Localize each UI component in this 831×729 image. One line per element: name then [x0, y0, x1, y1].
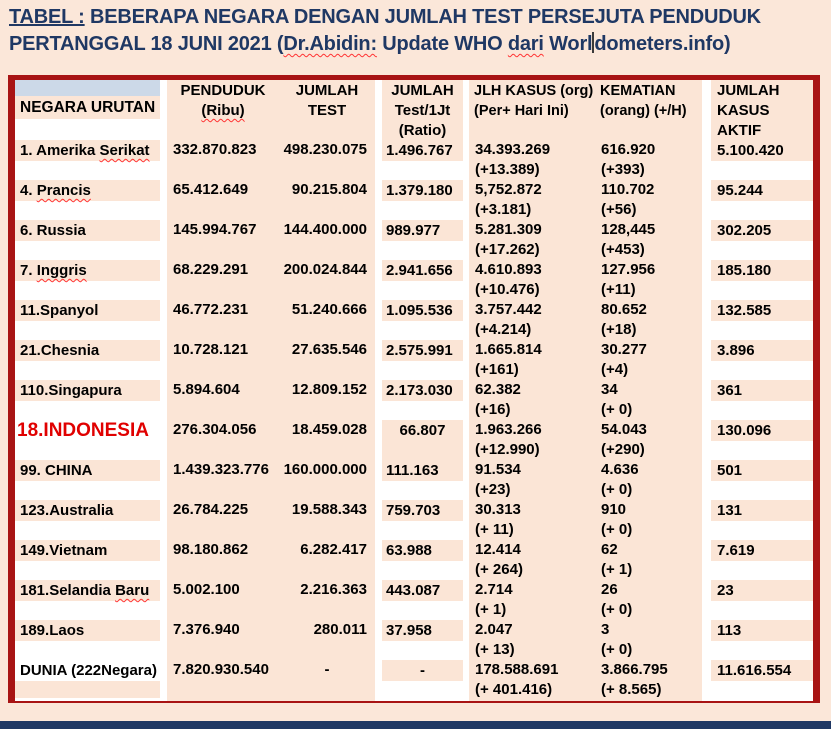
deaths-daily-delta: (+ 0)	[601, 401, 633, 418]
cases-daily-delta: (+3.181)	[475, 201, 532, 218]
cases-daily-delta: (+23)	[475, 481, 511, 498]
total-tests-cell: 51.240.666	[279, 300, 375, 340]
column-gap	[160, 140, 167, 180]
tests-per-million-cell: 66.807	[382, 420, 463, 460]
column-gap	[375, 500, 382, 540]
column-gap	[160, 660, 167, 701]
table-row	[15, 220, 813, 260]
tests-per-million-cell: 1.496.767	[382, 140, 463, 180]
column-gap	[160, 380, 167, 420]
cases-value: 1.665.814	[475, 341, 542, 358]
country-name-misspelled: Baru	[115, 582, 150, 599]
deaths-cell	[595, 580, 702, 620]
cases-value: 1.963.266	[475, 421, 542, 438]
total-tests-cell: 144.400.000	[279, 220, 375, 260]
country-name: 18.INDONESIA	[17, 420, 149, 441]
deaths-daily-delta: (+ 0)	[601, 641, 633, 658]
deaths-daily-delta: (+ 0)	[601, 521, 633, 538]
country-cell	[15, 420, 160, 460]
table-header-row	[15, 80, 813, 140]
column-gap	[160, 80, 167, 140]
column-gap	[702, 420, 711, 460]
tests-per-million-cell: 2.575.991	[382, 340, 463, 380]
cases-daily-delta: (+161)	[475, 361, 519, 378]
column-gap	[702, 580, 711, 620]
tests-per-million-cell: 2.173.030	[382, 380, 463, 420]
cases-value: 91.534	[475, 461, 521, 478]
deaths-daily-delta: (+ 0)	[601, 601, 633, 618]
tests-per-million-cell: 2.941.656	[382, 260, 463, 300]
population-cell: 7.376.940	[167, 620, 279, 660]
deaths-value: 80.652	[601, 301, 647, 318]
total-cases-cell	[469, 340, 595, 380]
country-name: 123.Australia	[20, 502, 114, 519]
cases-value: 178.588.691	[475, 661, 559, 678]
table-row	[15, 300, 813, 340]
tests-per-million-cell: 37.958	[382, 620, 463, 660]
population-cell: 98.180.862	[167, 540, 279, 580]
cases-daily-delta: (+10.476)	[475, 281, 540, 298]
table-row	[15, 180, 813, 220]
column-gap	[375, 580, 382, 620]
total-tests-cell: 90.215.804	[279, 180, 375, 220]
total-cases-cell	[469, 500, 595, 540]
column-gap	[375, 260, 382, 300]
active-cases-cell: 7.619	[711, 540, 813, 580]
table-row	[15, 260, 813, 300]
cases-value: 5.281.309	[475, 221, 542, 238]
column-gap	[160, 260, 167, 300]
column-gap	[375, 460, 382, 500]
table-row	[15, 540, 813, 580]
cases-value: 2.047	[475, 621, 513, 638]
table-row	[15, 380, 813, 420]
deaths-value: 3	[601, 621, 610, 638]
table-row	[15, 620, 813, 660]
deaths-daily-delta: (+290)	[601, 441, 645, 458]
deaths-daily-delta: (+ 1)	[601, 561, 633, 578]
deaths-daily-delta: (+ 0)	[601, 481, 633, 498]
cases-value: 12.414	[475, 541, 521, 558]
country-cell	[15, 140, 160, 180]
total-cases-cell	[469, 580, 595, 620]
column-gap	[702, 540, 711, 580]
active-cases-cell: 132.585	[711, 300, 813, 340]
deaths-cell	[595, 620, 702, 660]
title-line2-text: dometers.info)	[594, 33, 731, 55]
deaths-cell	[595, 140, 702, 180]
country-cell	[15, 620, 160, 660]
country-name-misspelled: Inggris	[36, 262, 87, 279]
cases-value: 5,752.872	[475, 181, 542, 198]
data-table	[8, 75, 820, 703]
active-cases-cell: 131	[711, 500, 813, 540]
total-cases-cell	[469, 300, 595, 340]
column-gap	[375, 80, 382, 140]
header-negara	[15, 80, 160, 140]
country-name: 21.Chesnia	[20, 342, 100, 359]
header-kasus-aktif: JUMLAH KASUS AKTIF	[711, 80, 813, 140]
total-cases-cell	[469, 220, 595, 260]
cases-value: 3.757.442	[475, 301, 542, 318]
title-misspelled-word: Dr.Abidin:	[283, 33, 377, 55]
population-cell: 68.229.291	[167, 260, 279, 300]
table-body	[15, 140, 813, 701]
country-name-misspelled: Prancis	[36, 182, 91, 199]
tests-per-million-cell: 989.977	[382, 220, 463, 260]
deaths-cell	[595, 660, 702, 701]
title-line1	[9, 6, 761, 28]
total-tests-cell: 280.011	[279, 620, 375, 660]
header-jlh-kasus: JLH KASUS (org) (Per+ Hari Ini)	[469, 80, 595, 140]
deaths-value: 127.956	[601, 261, 656, 278]
active-cases-cell: 130.096	[711, 420, 813, 460]
column-gap	[160, 220, 167, 260]
cases-value: 2.714	[475, 581, 513, 598]
cases-daily-delta: (+ 11)	[475, 521, 514, 538]
population-cell: 276.304.056	[167, 420, 279, 460]
population-cell: 7.820.930.540	[167, 660, 279, 701]
active-cases-cell: 95.244	[711, 180, 813, 220]
column-gap	[375, 140, 382, 180]
header-kematian: KEMATIAN (orang) (+/H)	[595, 80, 702, 140]
deaths-daily-delta: (+18)	[601, 321, 637, 338]
column-gap	[375, 180, 382, 220]
cases-daily-delta: (+17.262)	[475, 241, 540, 258]
population-cell: 5.002.100	[167, 580, 279, 620]
column-gap	[160, 580, 167, 620]
table-row	[15, 460, 813, 500]
column-gap	[375, 300, 382, 340]
deaths-cell	[595, 220, 702, 260]
active-cases-cell: 113	[711, 620, 813, 660]
active-cases-cell: 185.180	[711, 260, 813, 300]
population-cell: 1.439.323.776	[167, 460, 279, 500]
title-line2-pre: PERTANGGAL 18 JUNI 2021 (	[9, 33, 284, 55]
cases-daily-delta: (+ 264)	[475, 561, 523, 578]
column-gap	[375, 540, 382, 580]
total-tests-cell: 18.459.028	[279, 420, 375, 460]
active-cases-cell: 361	[711, 380, 813, 420]
country-name: 11.Spanyol	[20, 302, 99, 319]
column-gap	[160, 500, 167, 540]
column-gap	[375, 420, 382, 460]
tests-per-million-cell: 111.163	[382, 460, 463, 500]
column-gap	[702, 180, 711, 220]
deaths-daily-delta: (+393)	[601, 161, 645, 178]
deaths-cell	[595, 260, 702, 300]
title-misspelled-word: dari	[507, 33, 544, 55]
header-negara-label: NEGARA URUTAN	[15, 96, 160, 119]
deaths-value: 54.043	[601, 421, 647, 438]
tests-per-million-cell: -	[382, 660, 463, 701]
column-gap	[702, 380, 711, 420]
deaths-value: 62	[601, 541, 618, 558]
deaths-value: 30.277	[601, 341, 647, 358]
title-line1-text: BEBERAPA NEGARA DENGAN JUMLAH TEST PERSEJUTA PENDUDUK	[84, 6, 761, 28]
tests-per-million-cell: 1.379.180	[382, 180, 463, 220]
active-cases-cell: 302.205	[711, 220, 813, 260]
country-cell	[15, 580, 160, 620]
deaths-cell	[595, 500, 702, 540]
deaths-value: 128,445	[601, 221, 656, 238]
deaths-cell	[595, 540, 702, 580]
country-cell	[15, 340, 160, 380]
country-cell	[15, 300, 160, 340]
country-name: 110.Singapura	[20, 382, 122, 399]
country-name: 4.	[20, 182, 37, 199]
tests-per-million-cell: 759.703	[382, 500, 463, 540]
active-cases-cell: 3.896	[711, 340, 813, 380]
column-gap	[160, 420, 167, 460]
country-name: 189.Laos	[20, 622, 85, 639]
population-cell: 46.772.231	[167, 300, 279, 340]
table-row	[15, 660, 813, 701]
country-cell	[15, 660, 160, 701]
active-cases-cell: 501	[711, 460, 813, 500]
deaths-daily-delta: (+ 8.565)	[601, 681, 662, 698]
cases-value: 30.313	[475, 501, 521, 518]
active-cases-cell: 11.616.554	[711, 660, 813, 701]
title-line2-text: Worl	[543, 33, 593, 55]
total-tests-cell: 2.216.363	[279, 580, 375, 620]
country-name: 1. Amerika	[20, 142, 100, 159]
deaths-daily-delta: (+453)	[601, 241, 645, 258]
column-gap	[702, 80, 711, 140]
column-gap	[375, 660, 382, 701]
column-gap	[160, 540, 167, 580]
country-name: 181.Selandia	[20, 582, 116, 599]
deaths-daily-delta: (+56)	[601, 201, 637, 218]
deaths-value: 616.920	[601, 141, 656, 158]
cases-daily-delta: (+4.214)	[475, 321, 532, 338]
cases-value: 34.393.269	[475, 141, 551, 158]
total-tests-cell: -	[279, 660, 375, 701]
cases-daily-delta: (+12.990)	[475, 441, 540, 458]
title-line2	[9, 33, 731, 55]
total-cases-cell	[469, 140, 595, 180]
cases-value: 4.610.893	[475, 261, 542, 278]
column-gap	[702, 220, 711, 260]
total-tests-cell: 160.000.000	[279, 460, 375, 500]
active-cases-cell: 23	[711, 580, 813, 620]
country-cell	[15, 180, 160, 220]
deaths-value: 4.636	[601, 461, 639, 478]
column-gap	[375, 380, 382, 420]
deaths-cell	[595, 420, 702, 460]
column-gap	[702, 260, 711, 300]
deaths-daily-delta: (+4)	[601, 361, 629, 378]
deaths-daily-delta: (+11)	[601, 281, 636, 298]
total-tests-cell: 19.588.343	[279, 500, 375, 540]
total-cases-cell	[469, 660, 595, 701]
deaths-value: 34	[601, 381, 618, 398]
column-gap	[702, 660, 711, 701]
column-gap	[160, 460, 167, 500]
deaths-value: 110.702	[601, 181, 655, 198]
column-gap	[375, 620, 382, 660]
bottom-bar	[0, 721, 831, 729]
country-name: 149.Vietnam	[20, 542, 108, 559]
column-gap	[160, 180, 167, 220]
title-line2-mid: Update WHO	[376, 33, 508, 55]
deaths-cell	[595, 460, 702, 500]
table-row	[15, 420, 813, 460]
cases-daily-delta: (+ 401.416)	[475, 681, 553, 698]
document-title	[9, 4, 824, 58]
country-cell	[15, 380, 160, 420]
column-gap	[702, 460, 711, 500]
population-cell: 332.870.823	[167, 140, 279, 180]
column-gap	[160, 300, 167, 340]
header-test-ratio: JUMLAH Test/1Jt (Ratio)	[382, 80, 463, 140]
population-cell: 5.894.604	[167, 380, 279, 420]
column-gap	[702, 340, 711, 380]
country-name-misspelled: Serikat	[99, 142, 150, 159]
deaths-cell	[595, 180, 702, 220]
header-jumlah-test: JUMLAH TEST	[279, 80, 375, 140]
deaths-value: 910	[601, 501, 627, 518]
country-cell	[15, 460, 160, 500]
column-gap	[702, 620, 711, 660]
column-gap	[702, 500, 711, 540]
cases-daily-delta: (+13.389)	[475, 161, 540, 178]
title-label: TABEL :	[9, 6, 85, 28]
column-gap	[160, 340, 167, 380]
country-cell	[15, 500, 160, 540]
total-cases-cell	[469, 380, 595, 420]
total-tests-cell: 6.282.417	[279, 540, 375, 580]
column-gap	[702, 300, 711, 340]
column-gap	[160, 620, 167, 660]
population-cell: 145.994.767	[167, 220, 279, 260]
active-cases-cell: 5.100.420	[711, 140, 813, 180]
country-cell	[15, 260, 160, 300]
cases-daily-delta: (+ 1)	[475, 601, 507, 618]
table-row	[15, 580, 813, 620]
total-cases-cell	[469, 540, 595, 580]
table-row	[15, 500, 813, 540]
total-tests-cell: 498.230.075	[279, 140, 375, 180]
country-name: 7.	[20, 262, 37, 279]
deaths-value: 26	[601, 581, 618, 598]
column-gap	[375, 340, 382, 380]
tests-per-million-cell: 1.095.536	[382, 300, 463, 340]
header-blue-band	[15, 80, 160, 96]
total-cases-cell	[469, 260, 595, 300]
total-cases-cell	[469, 180, 595, 220]
table-row	[15, 340, 813, 380]
country-name: DUNIA (222Negara)	[20, 662, 157, 679]
column-gap	[375, 220, 382, 260]
total-cases-cell	[469, 620, 595, 660]
cases-daily-delta: (+ 13)	[475, 641, 515, 658]
country-cell	[15, 540, 160, 580]
country-cell	[15, 220, 160, 260]
total-tests-cell: 27.635.546	[279, 340, 375, 380]
table-row	[15, 140, 813, 180]
population-cell: 26.784.225	[167, 500, 279, 540]
cases-value: 62.382	[475, 381, 521, 398]
deaths-cell	[595, 380, 702, 420]
total-cases-cell	[469, 460, 595, 500]
country-name: 6. Russia	[20, 222, 86, 239]
total-tests-cell: 12.809.152	[279, 380, 375, 420]
total-tests-cell: 200.024.844	[279, 260, 375, 300]
population-cell: 65.412.649	[167, 180, 279, 220]
column-gap	[702, 140, 711, 180]
deaths-cell	[595, 340, 702, 380]
population-cell: 10.728.121	[167, 340, 279, 380]
total-cases-cell	[469, 420, 595, 460]
deaths-cell	[595, 300, 702, 340]
cases-daily-delta: (+16)	[475, 401, 511, 418]
deaths-value: 3.866.795	[601, 661, 668, 678]
header-penduduk: PENDUDUK (Ribu)	[167, 80, 279, 140]
tests-per-million-cell: 443.087	[382, 580, 463, 620]
tests-per-million-cell: 63.988	[382, 540, 463, 580]
country-name: 99. CHINA	[20, 462, 93, 479]
